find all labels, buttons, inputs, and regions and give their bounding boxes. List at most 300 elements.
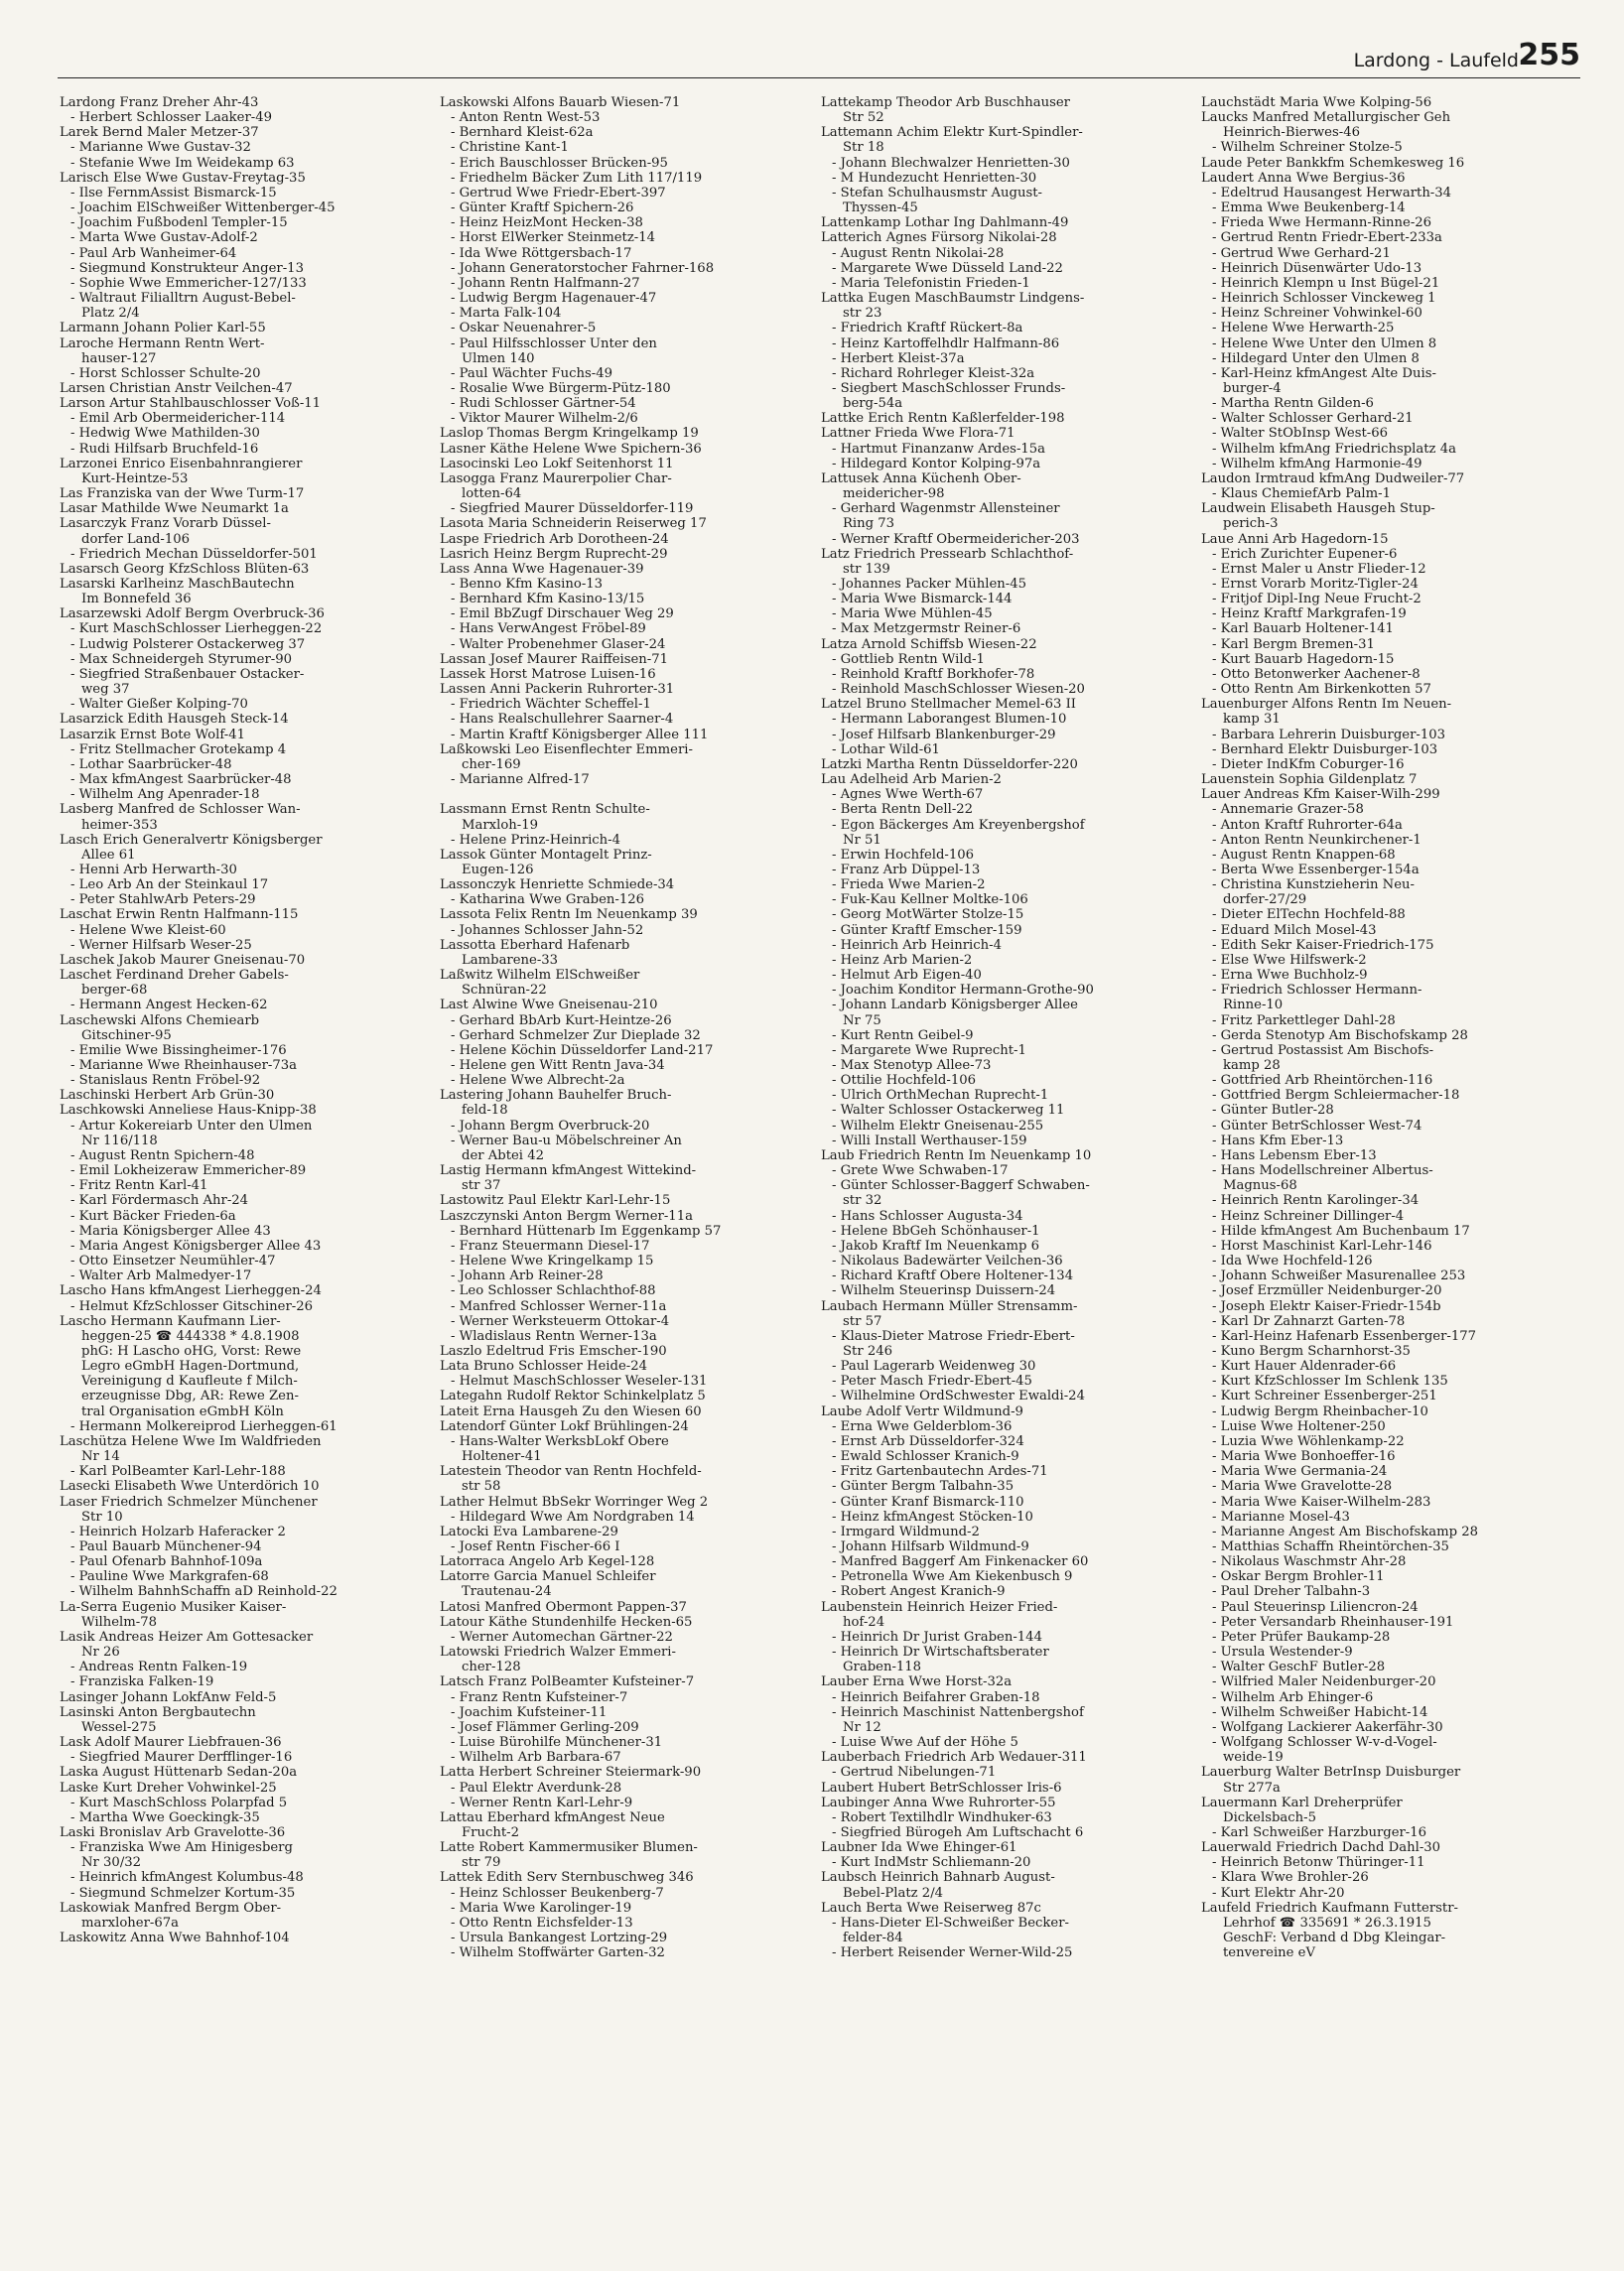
directory-line: - Ottilie Hochfeld-106 <box>832 1073 976 1089</box>
directory-line: - Wilhelm Schweißer Habicht-14 <box>1212 1704 1428 1720</box>
directory-line: Lauber Erna Wwe Horst-32a <box>821 1674 1013 1690</box>
directory-line: Laub Friedrich Rentn Im Neuenkamp 10 <box>821 1147 1092 1163</box>
directory-line: - Bernhard Hüttenarb Im Eggenkamp 57 <box>451 1223 722 1239</box>
directory-line: Lasecki Elisabeth Wwe Unterdörich 10 <box>60 1479 320 1495</box>
directory-line: - Heinrich Schlosser Vinckeweg 1 <box>1212 291 1436 307</box>
directory-line: perich-3 <box>1223 516 1279 532</box>
directory-line: - Stefan Schulhausmstr August- <box>832 185 1042 200</box>
directory-line: hauser-127 <box>81 350 157 366</box>
directory-line: feld-18 <box>462 1103 508 1119</box>
directory-line: - Hildegard Wwe Am Nordgraben 14 <box>451 1509 695 1525</box>
directory-line: - Kurt Rentn Geibel-9 <box>832 1027 974 1043</box>
directory-line: Bebel-Platz 2/4 <box>843 1885 944 1901</box>
directory-line: - Peter Versandarb Rheinhauser-191 <box>1212 1614 1454 1630</box>
directory-line: - Heinrich Maschinist Nattenbergshof <box>832 1704 1084 1720</box>
directory-line: - Siegbert MaschSchlosser Frunds- <box>832 380 1066 396</box>
directory-line: - Kurt KfzSchlosser Im Schlenk 135 <box>1212 1374 1448 1390</box>
directory-line: - Friedrich Kraftf Rückert-8a <box>832 321 1023 336</box>
directory-line: - Ludwig Bergm Rheinbacher-10 <box>1212 1403 1428 1419</box>
directory-line: - Heinz Kraftf Markgrafen-19 <box>1212 606 1407 622</box>
directory-line: Lassotta Eberhard Hafenarb <box>440 937 630 953</box>
directory-line: - Günter Kraftf Emscher-159 <box>832 922 1022 938</box>
directory-line: - Helene gen Witt Rentn Java-34 <box>451 1058 665 1073</box>
directory-line: - Anton Rentn Neunkirchener-1 <box>1212 832 1421 848</box>
directory-line: str 23 <box>843 306 882 322</box>
directory-line: lotten-64 <box>462 486 522 502</box>
directory-line: - Gertrud Nibelungen-71 <box>832 1765 997 1781</box>
directory-line: - Hildegard Unter den Ulmen 8 <box>1212 350 1420 366</box>
directory-line: - Marta Wwe Gustav-Adolf-2 <box>70 230 258 246</box>
directory-line: Lastering Johann Bauhelfer Bruch- <box>440 1088 672 1104</box>
directory-line: dorfer Land-106 <box>81 531 191 547</box>
directory-line: Trautenau-24 <box>462 1584 552 1600</box>
directory-line: - Katharina Wwe Graben-126 <box>451 892 644 908</box>
directory-line: - Johannes Packer Mühlen-45 <box>832 577 1027 592</box>
directory-line: Larmann Johann Polier Karl-55 <box>60 321 266 336</box>
directory-line: Ulmen 140 <box>462 350 535 366</box>
directory-line: - August Rentn Spichern-48 <box>70 1147 255 1163</box>
directory-line: Lasrich Heinz Bergm Ruprecht-29 <box>440 546 668 562</box>
directory-line: Lauberbach Friedrich Arb Wedauer-311 <box>821 1750 1087 1766</box>
directory-line: - Rudi Schlosser Gärtner-54 <box>451 396 636 412</box>
directory-line: Im Bonnefeld 36 <box>81 592 192 607</box>
directory-line: tral Organisation eGmbH Köln <box>81 1403 284 1419</box>
directory-line: Lasarzik Ernst Bote Wolf-41 <box>60 727 245 742</box>
directory-line: - Herbert Kleist-37a <box>832 350 965 366</box>
directory-line: - Hans Realschullehrer Saarner-4 <box>451 712 674 728</box>
directory-line: - Helmut KfzSchlosser Gitschiner-26 <box>70 1298 314 1314</box>
directory-line: Laschewski Alfons Chemiearb <box>60 1012 260 1028</box>
directory-line: - Heinz Arb Marien-2 <box>832 952 973 968</box>
directory-line: - Grete Wwe Schwaben-17 <box>832 1163 1009 1179</box>
directory-line: Lauenburger Alfons Rentn Im Neuen- <box>1201 697 1452 713</box>
directory-line: - Erich Bauschlosser Brücken-95 <box>451 155 668 171</box>
directory-line: weide-19 <box>1223 1750 1284 1766</box>
directory-line: - Eduard Milch Mosel-43 <box>1212 922 1377 938</box>
directory-line: - Annemarie Grazer-58 <box>1212 802 1364 818</box>
directory-line: str 58 <box>462 1479 501 1495</box>
directory-line: Laskowski Alfons Bauarb Wiesen-71 <box>440 95 681 110</box>
directory-line: Nr 75 <box>843 1012 881 1028</box>
directory-line: Laubinger Anna Wwe Ruhrorter-55 <box>821 1795 1056 1810</box>
directory-line: - Helene Wwe Herwarth-25 <box>1212 321 1395 336</box>
directory-line: - Emma Wwe Beukenberg-14 <box>1212 200 1406 216</box>
directory-line: La-Serra Eugenio Musiker Kaiser- <box>60 1599 287 1615</box>
directory-line: Latendorf Günter Lokf Brühlingen-24 <box>440 1418 689 1434</box>
directory-line: - Franz Rentn Kufsteiner-7 <box>451 1689 628 1705</box>
directory-line: Nr 30/32 <box>81 1855 142 1871</box>
directory-line: Larisch Else Wwe Gustav-Freytag-35 <box>60 170 306 186</box>
directory-line: Laroche Hermann Rentn Wert- <box>60 335 265 351</box>
directory-line: Latza Arnold Schiffsb Wiesen-22 <box>821 636 1037 652</box>
directory-line: - Ulrich OrthMechan Ruprecht-1 <box>832 1088 1049 1104</box>
directory-line: - Wilhelm Elektr Gneisenau-255 <box>832 1118 1044 1134</box>
directory-line: Laschinski Herbert Arb Grün-30 <box>60 1088 275 1104</box>
directory-line: - Johann Hilfsarb Wildmund-9 <box>832 1539 1029 1554</box>
directory-line: - Georg MotWärter Stolze-15 <box>832 907 1024 923</box>
directory-line: kamp 31 <box>1223 712 1281 728</box>
directory-line: Lasarsch Georg KfzSchloss Blüten-63 <box>60 561 310 577</box>
directory-line: Latterich Agnes Fürsorg Nikolai-28 <box>821 230 1057 246</box>
directory-line: - Johann Schweißer Masurenallee 253 <box>1212 1269 1466 1284</box>
directory-line: Last Alwine Wwe Gneisenau-210 <box>440 998 658 1013</box>
directory-line: - Marianne Angest Am Bischofskamp 28 <box>1212 1524 1479 1539</box>
directory-line: - Hermann Molkereiprod Lierheggen-61 <box>70 1418 338 1434</box>
directory-line: Laschat Erwin Rentn Halfmann-115 <box>60 907 299 923</box>
directory-line: Laucks Manfred Metallurgischer Geh <box>1201 110 1451 126</box>
directory-line: - Christina Kunstzieherin Neu- <box>1212 877 1415 893</box>
directory-line: - Helmut Arb Eigen-40 <box>832 968 982 984</box>
directory-line: - Paul Lagerarb Weidenweg 30 <box>832 1359 1036 1375</box>
directory-line: Lattau Eberhard kfmAngest Neue <box>440 1809 665 1825</box>
directory-line: - Else Wwe Hilfswerk-2 <box>1212 952 1367 968</box>
directory-line: - Heinrich Dr Wirtschaftsberater <box>832 1645 1049 1661</box>
directory-line: Ring 73 <box>843 516 895 532</box>
directory-line: - Heinrich Dr Jurist Graben-144 <box>832 1629 1042 1645</box>
directory-line: - Martha Wwe Goeckingk-35 <box>70 1809 260 1825</box>
directory-line: - Marianne Mosel-43 <box>1212 1509 1350 1525</box>
directory-line: kamp 28 <box>1223 1058 1281 1073</box>
directory-line: - Walter StObInsp West-66 <box>1212 426 1389 442</box>
directory-line: Lassmann Ernst Rentn Schulte- <box>440 802 650 818</box>
directory-column-2 <box>440 95 807 2257</box>
directory-line: - Fritz Stellmacher Grotekamp 4 <box>70 741 287 757</box>
directory-line: - Gerda Stenotyp Am Bischofskamp 28 <box>1212 1027 1468 1043</box>
directory-line: - Hans Lebensm Eber-13 <box>1212 1147 1377 1163</box>
page-header <box>58 36 1580 78</box>
directory-line: - Luzia Wwe Wöhlenkamp-22 <box>1212 1433 1405 1449</box>
directory-line: - Friedrich Wächter Scheffel-1 <box>451 697 651 713</box>
directory-line: Lasner Käthe Helene Wwe Spichern-36 <box>440 441 702 457</box>
directory-line: - Johann Generatorstocher Fahrner-168 <box>451 260 715 276</box>
directory-line: - Otto Rentn Eichsfelder-13 <box>451 1915 633 1931</box>
directory-line: - Hedwig Wwe Mathilden-30 <box>70 426 260 442</box>
directory-line: Laschkowski Anneliese Haus-Knipp-38 <box>60 1103 317 1119</box>
directory-line: felder-84 <box>843 1931 903 1946</box>
directory-line: - Max kfmAngest Saarbrücker-48 <box>70 772 292 788</box>
directory-line: Str 246 <box>843 1343 893 1359</box>
directory-line: Laudert Anna Wwe Bergius-36 <box>1201 170 1406 186</box>
directory-line: - Gerhard BbArb Kurt-Heintze-26 <box>451 1012 672 1028</box>
directory-line: - Horst ElWerker Steinmetz-14 <box>451 230 656 246</box>
directory-line: - Reinhold MaschSchlosser Wiesen-20 <box>832 682 1085 698</box>
directory-line: erzeugnisse Dbg, AR: Rewe Zen- <box>81 1389 299 1404</box>
directory-line: - Hans-Dieter El-Schweißer Becker- <box>832 1915 1069 1931</box>
directory-line: - Ida Wwe Röttgersbach-17 <box>451 245 632 261</box>
directory-line: - Fritz Gartenbautechn Ardes-71 <box>832 1464 1048 1480</box>
directory-line: Lardong Franz Dreher Ahr-43 <box>60 95 259 110</box>
directory-line: - Peter Masch Friedr-Ebert-45 <box>832 1374 1032 1390</box>
directory-line: - Christine Kant-1 <box>451 140 569 156</box>
directory-line: Lassek Horst Matrose Luisen-16 <box>440 666 656 682</box>
directory-line: - Bernhard Kfm Kasino-13/15 <box>451 592 645 607</box>
directory-line: - Kurt Schreiner Essenberger-251 <box>1212 1389 1437 1404</box>
directory-line: Lategahn Rudolf Rektor Schinkelplatz 5 <box>440 1389 706 1404</box>
directory-line: - Paul Bauarb Münchener-94 <box>70 1539 262 1554</box>
directory-line: - Helene Wwe Kringelkamp 15 <box>451 1254 654 1269</box>
directory-line: Latzki Martha Rentn Düsseldorfer-220 <box>821 756 1078 772</box>
directory-line: - Karl Fördermasch Ahr-24 <box>70 1193 249 1209</box>
directory-line: - Karl-Heinz Hafenarb Essenberger-177 <box>1212 1328 1477 1344</box>
directory-line: - Karl Bergm Bremen-31 <box>1212 636 1375 652</box>
directory-line: str 37 <box>462 1178 501 1194</box>
directory-line: Str 10 <box>81 1509 123 1525</box>
directory-line: - Leo Arb An der Steinkaul 17 <box>70 877 269 893</box>
directory-line: Lassen Anni Packerin Ruhrorter-31 <box>440 682 675 698</box>
directory-line: - Heinrich Düsenwärter Udo-13 <box>1212 260 1422 276</box>
directory-line: - Wolfgang Schlosser W-v-d-Vogel- <box>1212 1735 1437 1751</box>
directory-line: - Fuk-Kau Kellner Moltke-106 <box>832 892 1028 908</box>
directory-line: - Franziska Falken-19 <box>70 1674 214 1690</box>
directory-line: - Emil BbZugf Dirschauer Weg 29 <box>451 606 674 622</box>
directory-line: - Emil Lokheizeraw Emmericher-89 <box>70 1163 307 1179</box>
directory-line: Vereinigung d Kaufleute f Milch- <box>81 1374 298 1390</box>
directory-line: - Siegmund Schmelzer Kortum-35 <box>70 1885 296 1901</box>
directory-line: - Dieter IndKfm Coburger-16 <box>1212 756 1405 772</box>
directory-line: - Heinrich Rentn Karolinger-34 <box>1212 1193 1420 1209</box>
directory-line: - Erna Wwe Buchholz-9 <box>1212 968 1368 984</box>
directory-line: - Paul Steuerinsp Liliencron-24 <box>1212 1599 1419 1615</box>
directory-line: - Karl Dr Zahnarzt Garten-78 <box>1212 1313 1406 1329</box>
directory-line: Lattka Eugen MaschBaumstr Lindgens- <box>821 291 1085 307</box>
directory-line: - Walter Schlosser Ostackerweg 11 <box>832 1103 1065 1119</box>
directory-line: Lassota Felix Rentn Im Neuenkamp 39 <box>440 907 698 923</box>
directory-line: - Wilhelm BahnhSchaffn aD Reinhold-22 <box>70 1584 338 1600</box>
directory-line: - Günter Kranf Bismarck-110 <box>832 1494 1024 1510</box>
directory-line: - Friedhelm Bäcker Zum Lith 117/119 <box>451 170 703 186</box>
directory-line: - Max Schneidergeh Styrumer-90 <box>70 651 292 667</box>
directory-line: - Heinrich Beifahrer Graben-18 <box>832 1689 1040 1705</box>
directory-line: Latta Herbert Schreiner Steiermark-90 <box>440 1765 702 1781</box>
directory-line: - Gertrud Wwe Friedr-Ebert-397 <box>451 185 666 200</box>
directory-line: - Kurt MaschSchlosser Lierheggen-22 <box>70 621 323 637</box>
directory-line: - Joseph Elektr Kaiser-Friedr-154b <box>1212 1298 1441 1314</box>
directory-line: - Klaus-Dieter Matrose Friedr-Ebert- <box>832 1328 1075 1344</box>
directory-line: Graben-118 <box>843 1660 922 1675</box>
directory-line: - Gerhard Wagenmstr Allensteiner <box>832 501 1060 517</box>
directory-line: - Manfred Baggerf Am Finkenacker 60 <box>832 1554 1089 1570</box>
directory-line: - Richard Kraftf Obere Holtener-134 <box>832 1269 1074 1284</box>
directory-line: - Margarete Wwe Ruprecht-1 <box>832 1042 1026 1058</box>
directory-line: cher-169 <box>462 756 521 772</box>
directory-line: - Dieter ElTechn Hochfeld-88 <box>1212 907 1406 923</box>
directory-line: Latestein Theodor van Rentn Hochfeld- <box>440 1464 702 1480</box>
directory-line: - Maria Wwe Bismarck-144 <box>832 592 1013 607</box>
directory-line: Heinrich-Bierwes-46 <box>1223 125 1360 141</box>
directory-line: Lascho Hans kfmAngest Lierheggen-24 <box>60 1283 322 1299</box>
directory-line: Lattner Frieda Wwe Flora-71 <box>821 426 1015 442</box>
directory-line: Lata Bruno Schlosser Heide-24 <box>440 1359 647 1375</box>
directory-line: - Heinz Schreiner Dillinger-4 <box>1212 1208 1405 1224</box>
directory-line: - Walter Schlosser Gerhard-21 <box>1212 411 1414 427</box>
directory-line: Laser Friedrich Schmelzer Münchener <box>60 1494 318 1510</box>
header-range: Lardong - Laufeld <box>1353 50 1519 71</box>
directory-line: Laski Bronislav Arb Gravelotte-36 <box>60 1824 286 1840</box>
directory-line: - Ida Wwe Hochfeld-126 <box>1212 1254 1373 1269</box>
directory-line: - Fritz Rentn Karl-41 <box>70 1178 208 1194</box>
directory-line: - Benno Kfm Kasino-13 <box>451 577 604 592</box>
directory-line: Laudwein Elisabeth Hausgeh Stup- <box>1201 501 1435 517</box>
directory-line: Lattke Erich Rentn Kaßlerfelder-198 <box>821 411 1065 427</box>
directory-line: marxloher-67a <box>81 1915 179 1931</box>
directory-line: Lauer Andreas Kfm Kaiser-Wilh-299 <box>1201 787 1440 803</box>
directory-line: Nr 12 <box>843 1719 881 1735</box>
directory-line: - Otto Betonwerker Aachener-8 <box>1212 666 1421 682</box>
directory-line: Lauerburg Walter BetrInsp Duisburger <box>1201 1765 1461 1781</box>
directory-line: - Robert Angest Kranich-9 <box>832 1584 1006 1600</box>
directory-line: - Johann Blechwalzer Henrietten-30 <box>832 155 1070 171</box>
directory-line: Wessel-275 <box>81 1719 157 1735</box>
directory-line: - Berta Rentn Dell-22 <box>832 802 974 818</box>
directory-line: - Johann Rentn Halfmann-27 <box>451 275 640 291</box>
directory-line: - Otto Rentn Am Birkenkotten 57 <box>1212 682 1431 698</box>
directory-line: - Helene Wwe Unter den Ulmen 8 <box>1212 335 1437 351</box>
directory-line: Laschet Ferdinand Dreher Gabels- <box>60 968 289 984</box>
directory-line: Dickelsbach-5 <box>1223 1809 1316 1825</box>
directory-line: - Stanislaus Rentn Fröbel-92 <box>70 1073 261 1089</box>
directory-line: Lasberg Manfred de Schlosser Wan- <box>60 802 301 818</box>
directory-line: - Ilse FernmAssist Bismarck-15 <box>70 185 277 200</box>
directory-line: Larzonei Enrico Eisenbahnrangierer <box>60 456 303 471</box>
directory-line: - Irmgard Wildmund-2 <box>832 1524 980 1539</box>
directory-line: - Helene Prinz-Heinrich-4 <box>451 832 621 848</box>
directory-line: Marxloh-19 <box>462 817 538 833</box>
directory-column-1 <box>60 95 427 2257</box>
directory-line: - Margarete Wwe Düsseld Land-22 <box>832 260 1063 276</box>
directory-line: Laßkowski Leo Eisenflechter Emmeri- <box>440 741 693 757</box>
directory-line: - Maria Wwe Karolinger-19 <box>451 1900 632 1916</box>
directory-line: Las Franziska van der Wwe Turm-17 <box>60 486 305 502</box>
directory-line: - Horst Schlosser Schulte-20 <box>70 365 261 381</box>
directory-line: der Abtei 42 <box>462 1147 545 1163</box>
directory-line: - Heinz Schlosser Beukenberg-7 <box>451 1885 664 1901</box>
directory-line: - Maria Angest Königsberger Allee 43 <box>70 1238 322 1254</box>
directory-line: - Kuno Bergm Scharnhorst-35 <box>1212 1343 1411 1359</box>
directory-line: - Gerhard Schmelzer Zur Dieplade 32 <box>451 1027 701 1043</box>
directory-line: - Erna Wwe Gelderblom-36 <box>832 1418 1013 1434</box>
directory-column-3 <box>821 95 1188 2257</box>
directory-line: Lattusek Anna Küchenh Ober- <box>821 470 1021 486</box>
directory-line: - Hans-Walter WerksbLokf Obere <box>451 1433 669 1449</box>
directory-line: Frucht-2 <box>462 1824 519 1840</box>
directory-line: Lattekamp Theodor Arb Buschhauser <box>821 95 1070 110</box>
directory-line: - Nikolaus Badewärter Veilchen-36 <box>832 1254 1063 1269</box>
directory-line: - Ursula Westender-9 <box>1212 1645 1353 1661</box>
directory-line: GeschF: Verband d Dbg Kleingar- <box>1223 1931 1446 1946</box>
directory-line: - Gottfried Arb Rheintörchen-116 <box>1212 1073 1433 1089</box>
directory-line: - Wilhelm Schreiner Stolze-5 <box>1212 140 1403 156</box>
directory-line: Laslop Thomas Bergm Kringelkamp 19 <box>440 426 699 442</box>
directory-line: Lassonczyk Henriette Schmiede-34 <box>440 877 675 893</box>
directory-line: - Martin Kraftf Königsberger Allee 111 <box>451 727 709 742</box>
directory-line: - Ursula Bankangest Lortzing-29 <box>451 1931 668 1946</box>
directory-line: - Walter Arb Malmedyer-17 <box>70 1269 252 1284</box>
directory-line: - Joachim Fußbodenl Templer-15 <box>70 215 288 231</box>
directory-line: - Helene BbGeh Schönhauser-1 <box>832 1223 1040 1239</box>
directory-line: - Günter Bergm Talbahn-35 <box>832 1479 1015 1495</box>
directory-line: Lasik Andreas Heizer Am Gottesacker <box>60 1629 314 1645</box>
directory-line: str 79 <box>462 1855 501 1871</box>
directory-line: - Franz Arb Düppel-13 <box>832 862 981 877</box>
directory-line: Allee 61 <box>81 847 136 863</box>
directory-line: - Nikolaus Waschmstr Ahr-28 <box>1212 1554 1407 1570</box>
directory-line: - Klara Wwe Brohler-26 <box>1212 1870 1369 1886</box>
directory-line: Holtener-41 <box>462 1449 542 1465</box>
directory-line: Latzel Bruno Stellmacher Memel-63 II <box>821 697 1076 713</box>
directory-line: Schnüran-22 <box>462 983 547 999</box>
directory-line: Lauermann Karl Dreherprüfer <box>1201 1795 1403 1810</box>
directory-line: - Horst Maschinist Karl-Lehr-146 <box>1212 1238 1432 1254</box>
directory-line: - Rudi Hilfsarb Bruchfeld-16 <box>70 441 259 457</box>
directory-line: - Reinhold Kraftf Borkhofer-78 <box>832 666 1035 682</box>
directory-line: - Marianne Wwe Rheinhauser-73a <box>70 1058 297 1073</box>
directory-line: Lattemann Achim Elektr Kurt-Spindler- <box>821 125 1083 141</box>
directory-line: Laue Anni Arb Hagedorn-15 <box>1201 531 1389 547</box>
directory-line: - Helene Köchin Düsseldorfer Land-217 <box>451 1042 714 1058</box>
directory-line: Lascho Hermann Kaufmann Lier- <box>60 1313 281 1329</box>
directory-line: meidericher-98 <box>843 486 945 502</box>
directory-line: berger-68 <box>81 983 148 999</box>
directory-line: - Frieda Wwe Marien-2 <box>832 877 986 893</box>
directory-line: - Ernst Vorarb Moritz-Tigler-24 <box>1212 577 1419 592</box>
directory-line: - Erwin Hochfeld-106 <box>832 847 975 863</box>
directory-line: - Franziska Wwe Am Hinigesberg <box>70 1840 293 1856</box>
directory-line: heimer-353 <box>81 817 158 833</box>
directory-line: - Maria Wwe Bonhoeffer-16 <box>1212 1449 1396 1465</box>
directory-line: Laubert Hubert BetrSchlosser Iris-6 <box>821 1780 1062 1796</box>
directory-line: Latz Friedrich Pressearb Schlachthof- <box>821 546 1074 562</box>
directory-line: - Viktor Maurer Wilhelm-2/6 <box>451 411 638 427</box>
directory-line: Lau Adelheid Arb Marien-2 <box>821 772 1002 788</box>
directory-line: - Paul Arb Wanheimer-64 <box>70 245 237 261</box>
directory-line: - Willi Install Werthauser-159 <box>832 1133 1027 1148</box>
directory-line: - Wilhelm kfmAng Harmonie-49 <box>1212 456 1422 471</box>
directory-line: - Heinz HeizMont Hecken-38 <box>451 215 643 231</box>
directory-line: - Karl-Heinz kfmAngest Alte Duis- <box>1212 365 1436 381</box>
directory-line: - Kurt Hauer Aldenrader-66 <box>1212 1359 1397 1375</box>
directory-line: Magnus-68 <box>1223 1178 1297 1194</box>
directory-line: Laude Peter Bankkfm Schemkesweg 16 <box>1201 155 1465 171</box>
directory-line: - Hans VerwAngest Fröbel-89 <box>451 621 646 637</box>
directory-line: str 32 <box>843 1193 882 1209</box>
directory-line: Lasarski Karlheinz MaschBautechn <box>60 577 295 592</box>
directory-line: - Anton Kraftf Ruhrorter-64a <box>1212 817 1403 833</box>
directory-line: - Walter GeschF Butler-28 <box>1212 1660 1386 1675</box>
directory-line: - Helmut MaschSchlosser Weseler-131 <box>451 1374 708 1390</box>
directory-line: - Ewald Schlosser Kranich-9 <box>832 1449 1019 1465</box>
directory-line: - Luise Wwe Auf der Höhe 5 <box>832 1735 1018 1751</box>
directory-line: Lauenstein Sophia Gildenplatz 7 <box>1201 772 1418 788</box>
directory-line: - Ernst Arb Düsseldorfer-324 <box>832 1433 1024 1449</box>
directory-line: - Herbert Reisender Werner-Wild-25 <box>832 1945 1073 1961</box>
directory-line: - Werner Bau-u Möbelschreiner An <box>451 1133 682 1148</box>
directory-line: Lasar Mathilde Wwe Neumarkt 1a <box>60 501 289 517</box>
directory-line: - Rosalie Wwe Bürgerm-Pütz-180 <box>451 380 671 396</box>
directory-line: - Karl Bauarb Holtener-141 <box>1212 621 1394 637</box>
directory-line: Latour Käthe Stundenhilfe Hecken-65 <box>440 1614 693 1630</box>
directory-line: - Emil Arb Obermeidericher-114 <box>70 411 286 427</box>
directory-line: Lasogga Franz Maurerpolier Char- <box>440 470 672 486</box>
directory-line: - Richard Rohrleger Kleist-32a <box>832 365 1035 381</box>
directory-line: - Gottlieb Rentn Wild-1 <box>832 651 985 667</box>
directory-line: - Petronella Wwe Am Kiekenbusch 9 <box>832 1569 1073 1585</box>
directory-line: dorfer-27/29 <box>1223 892 1307 908</box>
directory-line: - Josef Hilfsarb Blankenburger-29 <box>832 727 1056 742</box>
directory-line: Lattenkamp Lothar Ing Dahlmann-49 <box>821 215 1069 231</box>
directory-line: - Heinrich Betonw Thüringer-11 <box>1212 1855 1425 1871</box>
directory-line: Gitschiner-95 <box>81 1027 172 1043</box>
directory-line: - Edith Sekr Kaiser-Friedrich-175 <box>1212 937 1434 953</box>
